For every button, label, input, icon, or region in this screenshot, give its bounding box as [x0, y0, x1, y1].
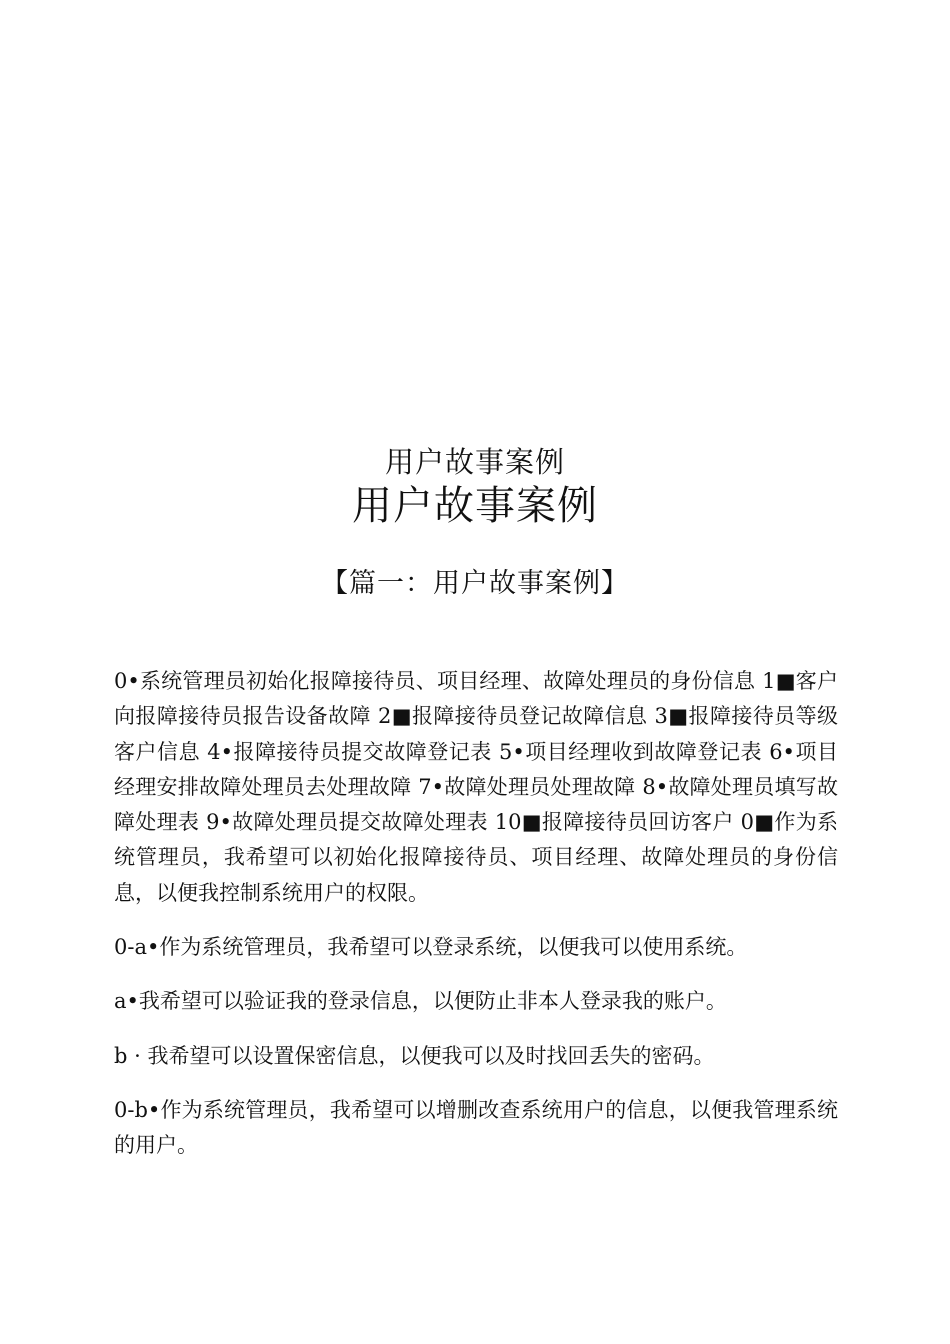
- paragraph-manage-users: 0-b•作为系统管理员，我希望可以增删改查系统用户的信息，以便我管理系统的用户。: [114, 1097, 838, 1158]
- document-title: 用户故事案例: [352, 483, 598, 529]
- paragraph-verify-login: a•我希望可以验证我的登录信息，以便防止非本人登录我的账户。: [114, 989, 727, 1014]
- section-heading: 【篇一：用户故事案例】: [321, 568, 629, 599]
- paragraph-security-info: b · 我希望可以设置保密信息，以便我可以及时找回丢失的密码。: [114, 1043, 715, 1068]
- document-body: [114, 664, 838, 1164]
- document-title-small: 用户故事案例: [384, 445, 565, 479]
- paragraph-login-story: 0-a•作为系统管理员，我希望可以登录系统，以便我可以使用系统。: [114, 935, 748, 960]
- paragraph-user-story-list: 0•系统管理员初始化报障接待员、项目经理、故障处理员的身份信息 1■客户向报障接待员报告设备故障 2■报障接待员登记故障信息 3■报障接待员等级客户信息 4•报障接待员提交故障登记表 5•项目经理收到故障登记表 6•项目经理安排故障处理员去处理故障 7•故障处理员处理故障 8•故障处理员填写故障处理表 9•故障处理员提交故障处理表 10■报障接待员回访客户 0■作为系统管理员，我希望可以初始化报障接待员、项目经理、故障处理员的身份信息，以便我控制系统用户的权限。: [114, 669, 838, 905]
